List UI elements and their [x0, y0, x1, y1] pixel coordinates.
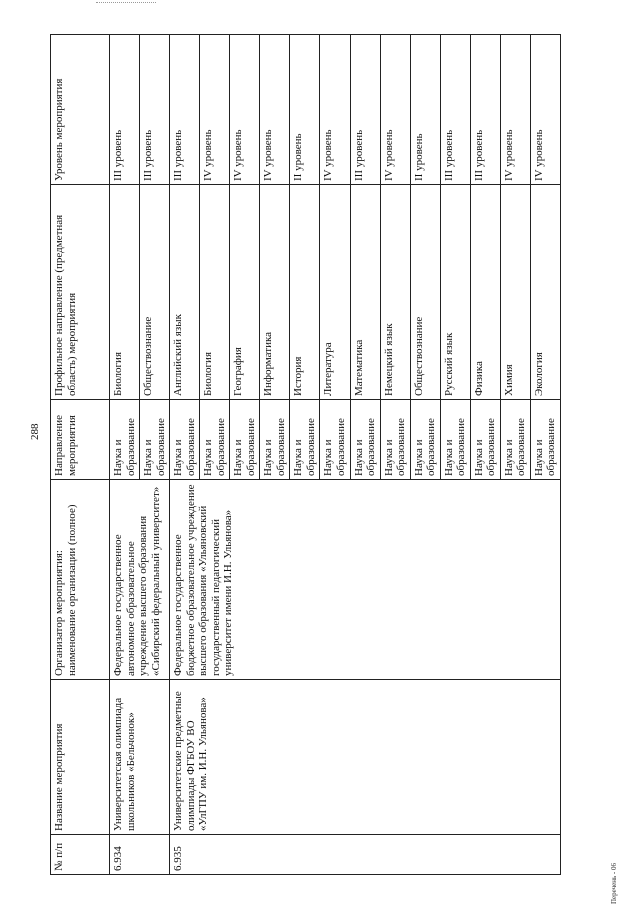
- event-level: II уровень: [290, 35, 320, 185]
- header-number: № п/п: [51, 835, 110, 875]
- event-profile: Экология: [530, 185, 560, 400]
- event-profile: География: [230, 185, 260, 400]
- event-direction: Наука и образование: [260, 400, 290, 480]
- header-profile: Профильное направление (предметная область) мероприятия: [51, 185, 110, 400]
- event-direction: Наука и образование: [500, 400, 530, 480]
- event-profile: Немецкий язык: [380, 185, 410, 400]
- event-direction: Наука и образование: [530, 400, 560, 480]
- event-level: IV уровень: [320, 35, 350, 185]
- event-direction: Наука и образование: [230, 400, 260, 480]
- event-direction: Наука и образование: [410, 400, 440, 480]
- event-level: III уровень: [440, 35, 470, 185]
- event-profile: История: [290, 185, 320, 400]
- event-level: III уровень: [350, 35, 380, 185]
- header-level: Уровень мероприятия: [51, 35, 110, 185]
- event-level: IV уровень: [260, 35, 290, 185]
- event-profile: Биология: [110, 185, 140, 400]
- event-profile: Химия: [500, 185, 530, 400]
- event-level: III уровень: [110, 35, 140, 185]
- header-event-name: Название мероприятия: [51, 680, 110, 835]
- organizer-name: Федеральное государственное автономное образовательное учреждение высшего образования «Сибирский федеральный университет»: [110, 480, 170, 680]
- event-profile: Обществознание: [140, 185, 170, 400]
- event-direction: Наука и образование: [440, 400, 470, 480]
- document-table-container: [50, 35, 590, 875]
- event-profile: Английский язык: [170, 185, 200, 400]
- event-profile: Биология: [200, 185, 230, 400]
- event-level: IV уровень: [500, 35, 530, 185]
- event-level: II уровень: [410, 35, 440, 185]
- table-row: [110, 35, 140, 875]
- event-level: III уровень: [170, 35, 200, 185]
- event-direction: Наука и образование: [140, 400, 170, 480]
- table-header-row: [51, 35, 110, 875]
- footer-note: Перечень - 06: [610, 863, 618, 904]
- event-level: IV уровень: [230, 35, 260, 185]
- event-profile: Обществознание: [410, 185, 440, 400]
- event-profile: Литература: [320, 185, 350, 400]
- event-direction: Наука и образование: [320, 400, 350, 480]
- event-direction: Наука и образование: [110, 400, 140, 480]
- events-table: [50, 34, 561, 875]
- event-direction: Наука и образование: [380, 400, 410, 480]
- scan-artifact-line: [96, 2, 156, 3]
- event-profile: Математика: [350, 185, 380, 400]
- table-body: [110, 35, 561, 875]
- event-direction: Наука и образование: [200, 400, 230, 480]
- event-profile: Физика: [470, 185, 500, 400]
- event-profile: Информатика: [260, 185, 290, 400]
- header-direction: Направление мероприятия: [51, 400, 110, 480]
- event-level: IV уровень: [200, 35, 230, 185]
- row-number: 6.934: [110, 835, 170, 875]
- header-organizer: Организатор мероприятия: наименование организации (полное): [51, 480, 110, 680]
- event-level: IV уровень: [380, 35, 410, 185]
- event-direction: Наука и образование: [350, 400, 380, 480]
- organizer-name: Федеральное государственное бюджетное образовательное учреждение высшего образования «Ульяновский государственный педагогический университет имени И.Н. Ульянова»: [170, 480, 561, 680]
- event-level: III уровень: [470, 35, 500, 185]
- event-direction: Наука и образование: [290, 400, 320, 480]
- table-row: [170, 35, 200, 875]
- event-level: IV уровень: [530, 35, 560, 185]
- page-number: 288: [29, 423, 41, 440]
- event-name: Университетские предметные олимпиады ФГБОУ ВО «УлГПУ им. И.Н. Ульянова»: [170, 680, 561, 835]
- event-profile: Русский язык: [440, 185, 470, 400]
- row-number: 6.935: [170, 835, 561, 875]
- event-direction: Наука и образование: [470, 400, 500, 480]
- event-level: III уровень: [140, 35, 170, 185]
- event-direction: Наука и образование: [170, 400, 200, 480]
- event-name: Университетская олимпиада школьников «Бельчонок»: [110, 680, 170, 835]
